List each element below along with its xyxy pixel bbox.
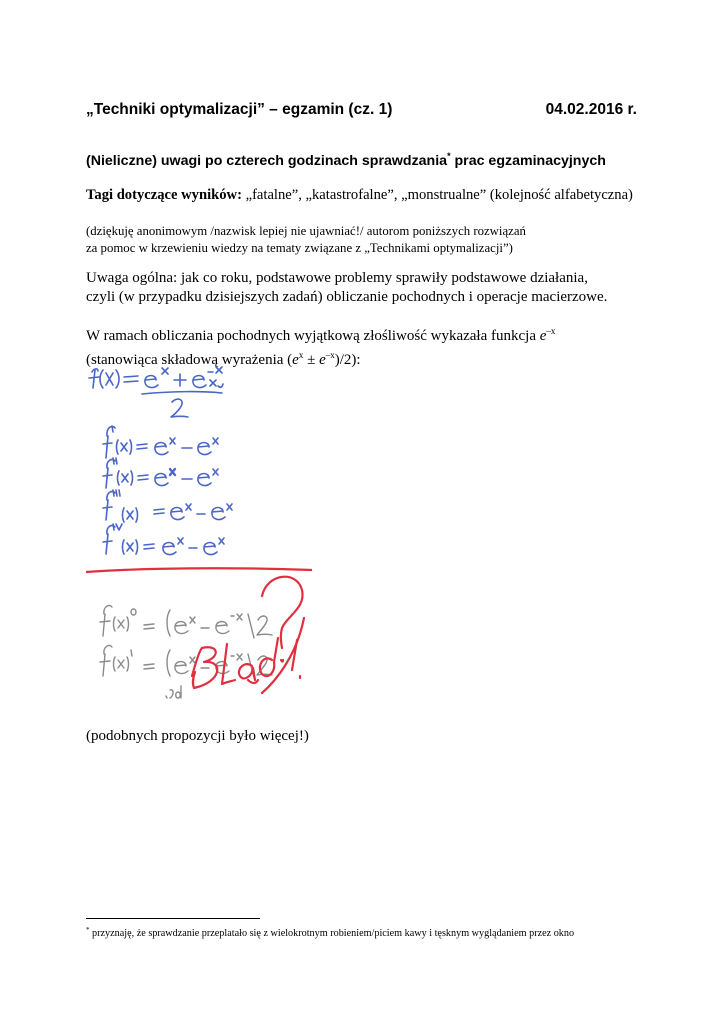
blue-ink (89, 367, 232, 554)
thanks-line-1: (dziękuję anonimowym /nazwisk lepiej nie ujawniać!/ autorom poniższych rozwiązań (86, 224, 526, 238)
red-underline-stroke (262, 618, 304, 693)
handwritten-line-2 (103, 426, 218, 458)
tags-label: Tagi dotyczące wyników: (86, 187, 242, 203)
general-note (86, 269, 607, 306)
document-date: 04.02.2016 r. (545, 101, 637, 118)
thanks-paragraph (86, 223, 526, 256)
expression-suffix: )/2): (334, 351, 361, 368)
red-ink (192, 577, 304, 693)
red-question-dot (281, 660, 283, 662)
closing-remark: (podobnych propozycji było więcej!) (86, 728, 309, 744)
general-note-line-1: Uwaga ogólna: jak co roku, podstawowe problemy sprawiły podstawowe działania, (86, 270, 588, 286)
handwritten-solution-scan (82, 358, 322, 728)
footnote-marker-bottom: * (86, 926, 90, 934)
handwritten-line-4 (103, 490, 232, 522)
expression-e1-exponent: x (298, 349, 304, 360)
pencil-ink (100, 605, 272, 698)
subtitle-text: (Nieliczne) uwagi po czterech godzinach sprawdzania (86, 153, 448, 169)
footnote-marker: * (447, 151, 451, 161)
tags-line (86, 187, 633, 204)
thanks-line-2: za pomoc w krzewieniu wiedzy na tematy związane z „Technikami optymalizacji”) (86, 240, 513, 255)
subtitle-text-after: prac egzaminacyjnych (450, 153, 606, 169)
footnote (86, 926, 574, 939)
red-separator-line (86, 568, 312, 572)
expression-e1: e (292, 351, 299, 368)
derivative-note-line-1 (86, 322, 555, 346)
handwritten-line-1 (89, 367, 223, 417)
function-exponent: –x (546, 326, 556, 336)
expression-prefix: (stanowiąca składową wyrażenia ( (86, 351, 293, 368)
tags-text: „fatalne”, „katastrofalne”, „monstrualne” (kolejność alfabetyczna) (241, 187, 633, 203)
footnote-text: przyznaję, że sprawdzanie przeplatało się z wielokrotnym robieniem/piciem kawy i tęsknym wyglądaniem przez okno (89, 928, 575, 939)
section-subtitle (86, 151, 606, 169)
handwritten-line-3 (103, 458, 218, 488)
derivative-note-text: W ramach obliczania pochodnych wyjątkową złośliwość wykazała funkcja (86, 328, 540, 344)
document-title: „Techniki optymalizacji” – egzamin (cz. 1) (86, 101, 393, 118)
red-blad-correction (192, 638, 300, 688)
expression-e2-exponent: –x (325, 349, 335, 360)
handwritten-line-6 (100, 605, 272, 638)
expression-e2: e (319, 351, 326, 368)
general-note-line-2: czyli (w przypadku dzisiejszych zadań) obliczanie pochodnych i operacje macierzowe. (86, 288, 608, 305)
handwritten-line-5 (103, 524, 224, 554)
footnote-separator (86, 918, 260, 919)
handwritten-line-7 (100, 645, 272, 698)
red-question-mark (262, 577, 303, 648)
function-e: e (539, 328, 547, 344)
expression-plus-minus: ± (303, 351, 320, 368)
